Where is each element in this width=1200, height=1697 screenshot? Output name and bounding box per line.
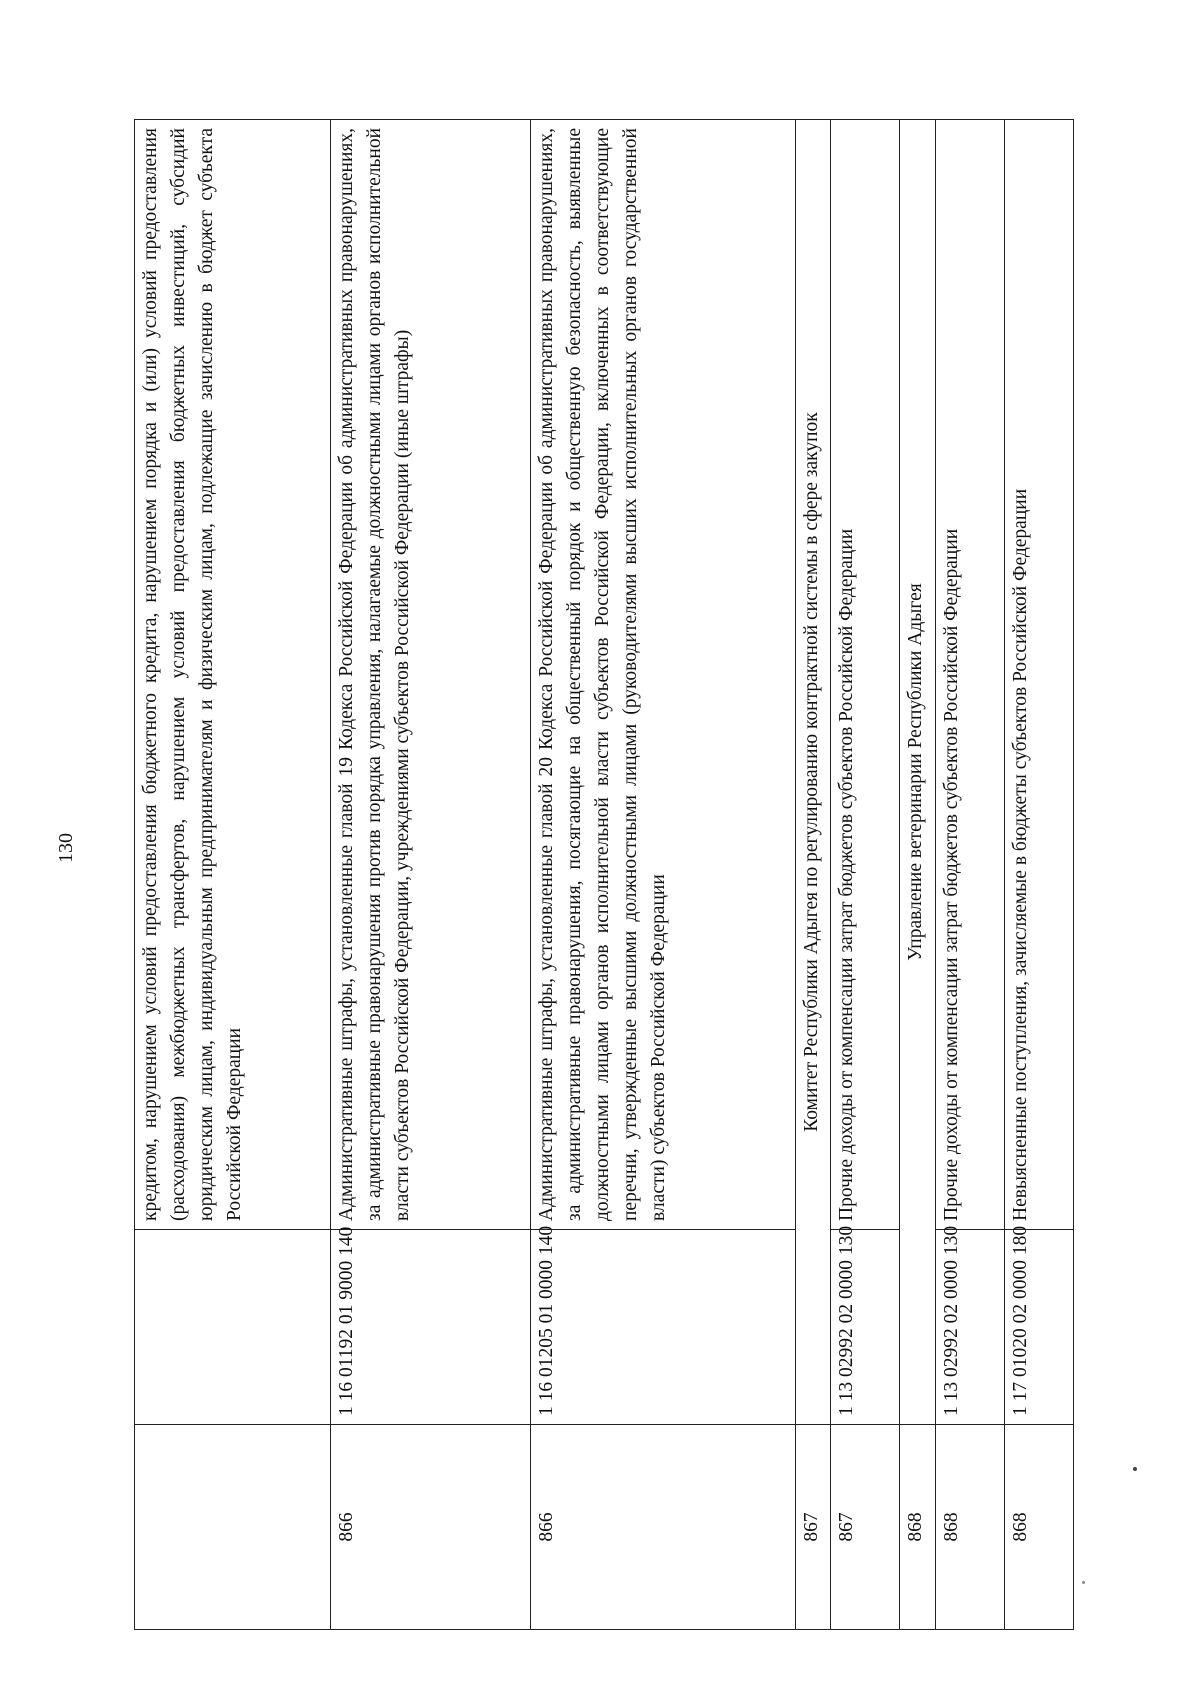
table-row [135, 120, 331, 1630]
table-row [1004, 120, 1073, 1630]
admin-code-cell: 868 [1004, 1425, 1073, 1630]
scan-speck [1082, 1581, 1085, 1584]
section-title: Комитет Республики Адыгея по регулированию контрактной системы в сфере закупок [795, 120, 831, 1425]
kbk-code-cell: 1 13 02992 02 0000 130 [935, 1230, 1004, 1425]
admin-code-cell [135, 1425, 331, 1630]
kbk-code-cell: 1 16 01205 01 0000 140 [531, 1230, 795, 1425]
table-row [831, 120, 900, 1630]
admin-code-cell: 868 [935, 1425, 1004, 1630]
admin-code-cell: 866 [331, 1425, 531, 1630]
section-title: Управление ветеринарии Республики Адыгея [900, 120, 936, 1425]
section-header-row [795, 120, 831, 1630]
scan-speck [1133, 1467, 1137, 1471]
kbk-code-cell: 1 16 01192 01 9000 140 [331, 1230, 531, 1425]
revenue-codes-table [134, 119, 1074, 1630]
kbk-code-cell: 1 13 02992 02 0000 130 [831, 1230, 900, 1425]
description-cell: Прочие доходы от компенсации затрат бюджетов субъектов Российской Федерации [935, 120, 1004, 1230]
admin-code-cell: 867 [795, 1425, 831, 1630]
admin-code-cell: 868 [900, 1425, 936, 1630]
page-number: 130 [55, 833, 77, 863]
description-cell: кредитом, нарушением условий предоставления бюджетного кредита, нарушением порядка и (или) условий предоставления (расходования) межбюджетных трансфертов, нарушением условий предоставления бюджетных инвестиций, субсидий юридическим лицам, индивидуальным предпринимателям и физическим лицам, подлежащие зачислению в бюджет субъекта Российской Федерации [135, 120, 331, 1230]
section-header-row [900, 120, 936, 1630]
kbk-code-cell: 1 17 01020 02 0000 180 [1004, 1230, 1073, 1425]
document-table-rotated [134, 120, 1074, 1630]
table-row [531, 120, 795, 1630]
description-cell: Невыясненные поступления, зачисляемые в бюджеты субъектов Российской Федерации [1004, 120, 1073, 1230]
description-cell: Административные штрафы, установленные главой 20 Кодекса Российской Федерации об административных правонарушениях, за административные правонарушения, посягающие на общественный порядок и общественную безопасность, выявленные должностными лицами органов исполнительной власти субъектов Российской Федерации, включенных в соответствующие перечни, утвержденные высшими должностными лицами (руководителями высших исполнительных органов государственной власти) субъектов Российской Федерации [531, 120, 795, 1230]
kbk-code-cell [135, 1230, 331, 1425]
table-row [935, 120, 1004, 1630]
description-cell: Административные штрафы, установленные главой 19 Кодекса Российской Федерации об административных правонарушениях, за административные правонарушения против порядка управления, налагаемые должностными лицами органов исполнительной власти субъектов Российской Федерации, учреждениями субъектов Российской Федерации (иные штрафы) [331, 120, 531, 1230]
table-row [331, 120, 531, 1630]
admin-code-cell: 867 [831, 1425, 900, 1630]
description-cell: Прочие доходы от компенсации затрат бюджетов субъектов Российской Федерации [831, 120, 900, 1230]
admin-code-cell: 866 [531, 1425, 795, 1630]
